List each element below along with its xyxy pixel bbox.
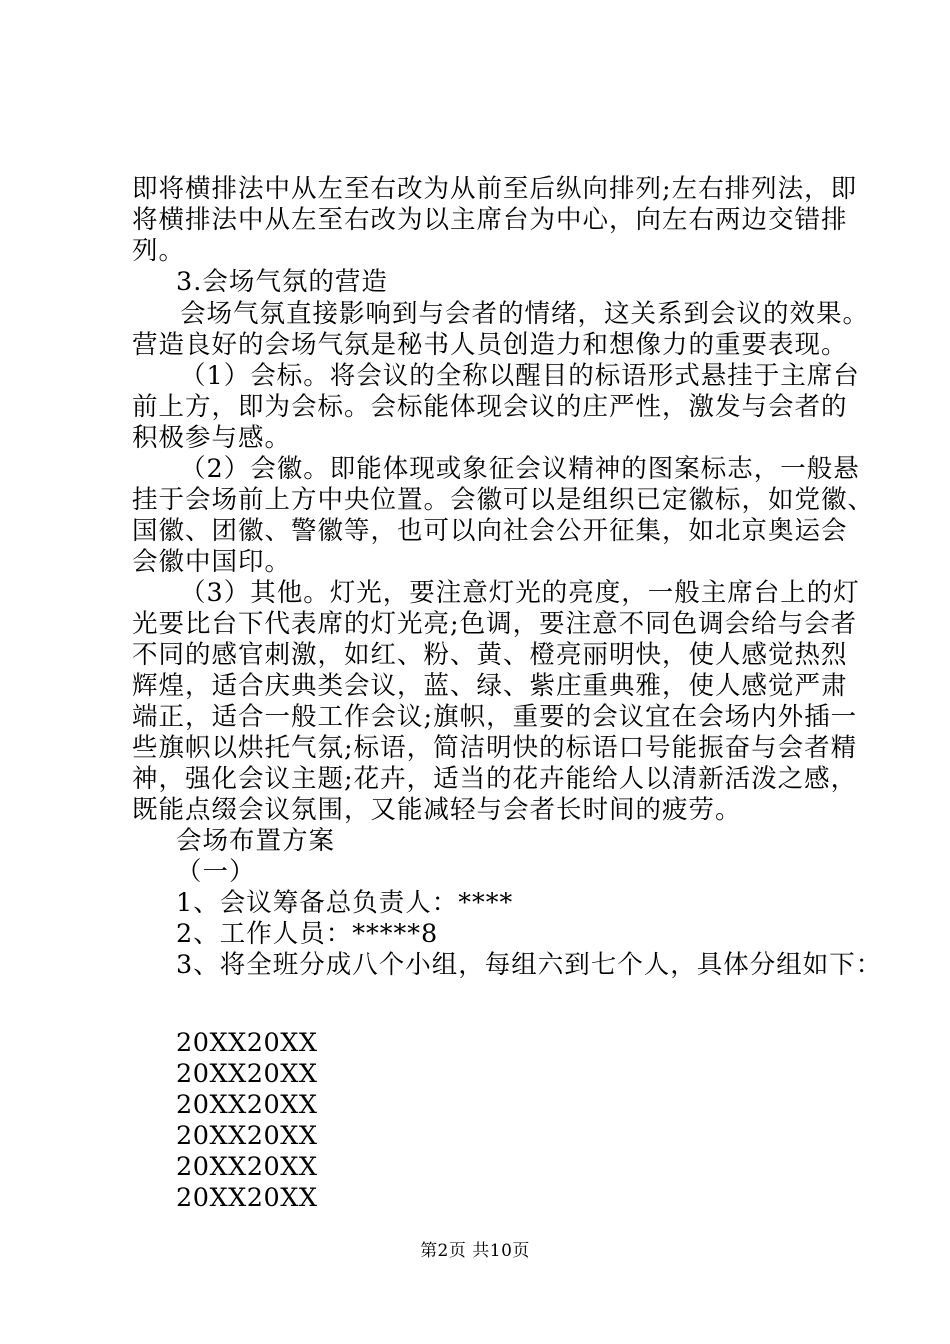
paragraph-line: 神，强化会议主题;花卉，适当的花卉能给人以清新活泼之感， xyxy=(132,764,858,794)
group-line: 20XX20XX xyxy=(176,1121,318,1151)
paragraph-line: 会徽中国印。 xyxy=(132,547,292,577)
paragraph-line: 列。 xyxy=(132,236,186,266)
section-heading: 会场布置方案 xyxy=(176,826,336,856)
list-item: 1、会议筹备总负责人：**** xyxy=(176,888,514,918)
group-line: 20XX20XX xyxy=(176,1090,318,1120)
paragraph-line: 国徽、团徽、警徽等，也可以向社会公开征集，如北京奥运会 xyxy=(132,516,848,546)
list-item: 3、将全班分成八个小组，每组六到七个人，具体分组如下： xyxy=(176,950,883,980)
paragraph-line: 不同的感官刺激，如红、粉、黄、橙亮丽明快，使人感觉热烈 xyxy=(132,640,848,670)
paragraph-line: 光要比台下代表席的灯光亮;色调，要注意不同色调会给与会者 xyxy=(132,609,858,639)
page-footer: 第2页 共10页 xyxy=(420,1241,530,1261)
paragraph-line: 将横排法中从左至右改为以主席台为中心，向左右两边交错排 xyxy=(132,205,848,235)
group-line: 20XX20XX xyxy=(176,1028,318,1058)
paragraph-line: 前上方，即为会标。会标能体现会议的庄严性，激发与会者的 xyxy=(132,392,848,422)
paragraph-line: （2）会徽。即能体现或象征会议精神的图案标志，一般悬 xyxy=(180,454,860,484)
section-heading: （一） xyxy=(176,857,256,887)
paragraph-line: 辉煌，适合庆典类会议，蓝、绿、紫庄重典雅，使人感觉严肃 xyxy=(132,671,848,701)
list-item: 2、工作人员：*****8 xyxy=(176,919,439,949)
group-line: 20XX20XX xyxy=(176,1183,318,1213)
paragraph-line: 积极参与感。 xyxy=(132,423,292,453)
paragraph-line: （3）其他。灯光，要注意灯光的亮度，一般主席台上的灯 xyxy=(180,578,860,608)
paragraph-line: 端正，适合一般工作会议;旗帜，重要的会议宜在会场内外插一 xyxy=(132,702,858,732)
paragraph-line: 会场气氛直接影响到与会者的情绪，这关系到会议的效果。 xyxy=(180,299,870,329)
paragraph-line: 既能点缀会议氛围，又能减轻与会者长时间的疲劳。 xyxy=(132,795,742,825)
paragraph-line: 即将横排法中从左至右改为从前至后纵向排列;左右排列法，即 xyxy=(132,174,858,204)
group-line: 20XX20XX xyxy=(176,1152,318,1182)
paragraph-line: 挂于会场前上方中央位置。会徽可以是组织已定徽标，如党徽、 xyxy=(132,485,875,515)
paragraph-line: 些旗帜以烘托气氛;标语，简洁明快的标语口号能振奋与会者精 xyxy=(132,733,858,763)
paragraph-line: 营造良好的会场气氛是秘书人员创造力和想像力的重要表现。 xyxy=(132,330,848,360)
section-heading: 3.会场气氛的营造 xyxy=(176,267,388,297)
paragraph-line: （1）会标。将会议的全称以醒目的标语形式悬挂于主席台 xyxy=(180,361,860,391)
group-line: 20XX20XX xyxy=(176,1059,318,1089)
